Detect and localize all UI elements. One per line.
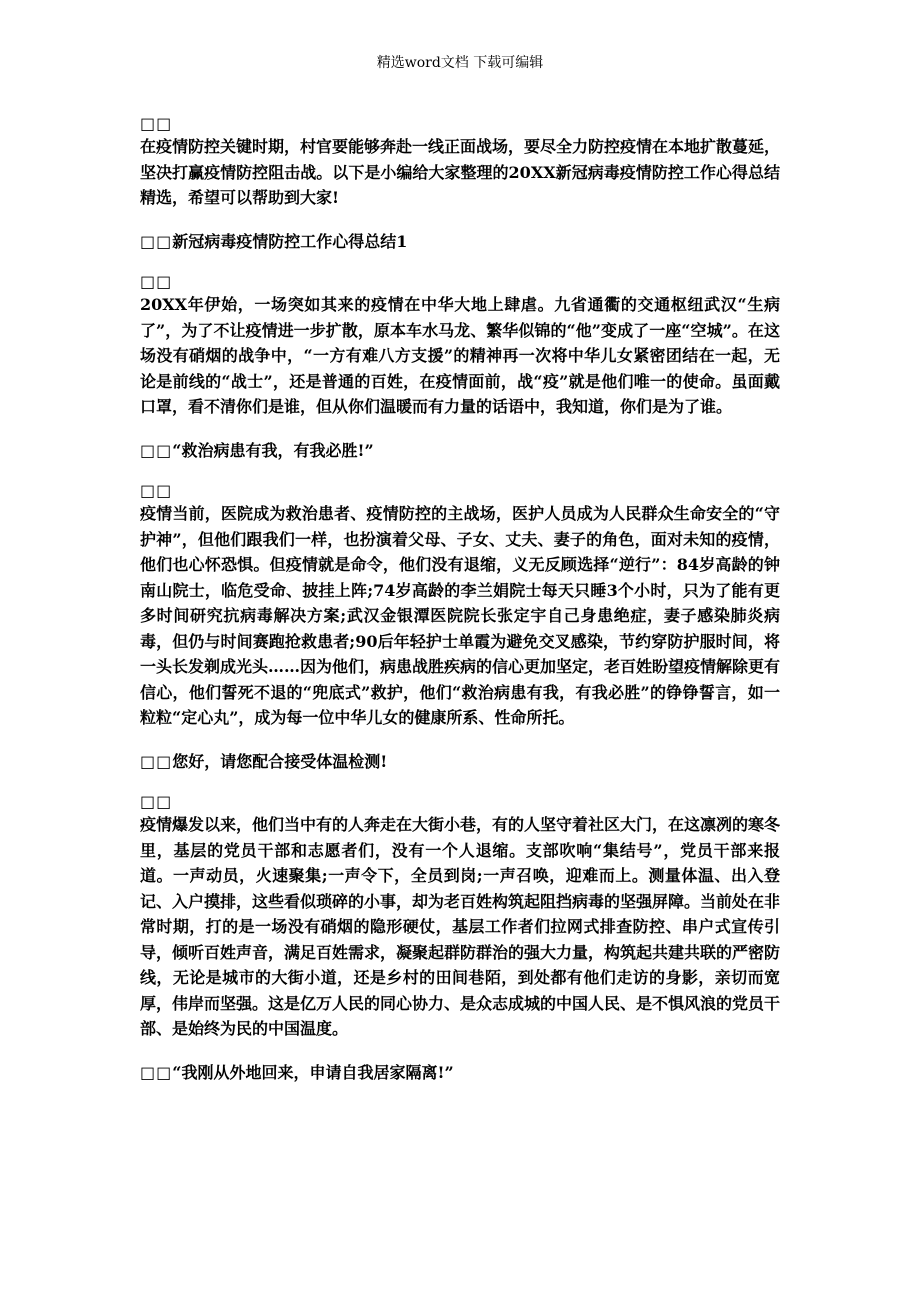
subheading-4 (140, 1060, 780, 1086)
box-marker: □□ (140, 272, 173, 291)
paragraph-1: 20XX年伊始，一场突如其来的疫情在中华大地上肆虐。九省通衢的交通枢纽武汉“生病了”，为了不让疫情进一步扩散，原本车水马龙、繁华似锦的“他”变成了一座“空城”。在这场没有硝烟的战争中，“一方有难八方支援”的精神再一次将中华儿女紧密团结在一起，无论是前线的“战士”，还是普通的百姓，在疫情面前，战“疫”就是他们唯一的使命。虽面戴口罩，看不清你们是谁，但从你们温暖而有力量的话语中，我知道，你们是为了谁。 (140, 295, 780, 416)
paragraph-2: 疫情当前，医院成为救治患者、疫情防控的主战场，医护人员成为人民群众生命安全的“守护神”，但他们跟我们一样，也扮演着父母、子女、丈夫、妻子的角色，面对未知的疫情，他们也心怀恐惧。但疫情就是命令，他们没有退缩，义无反顾选择“逆行”：84岁高龄的钟南山院士，临危受命、披挂上阵;74岁高龄的李兰娟院士每天只睡3个小时，只为了能有更多时间研究抗病毒解决方案;武汉金银潭医院院长张定宇自己身患绝症，妻子感染肺炎病毒，但仍与时间赛跑抢救患者;90后年轻护士单霞为避免交叉感染，节约穿防护服时间，将一头长发剃成光头……因为他们，病患战胜疾病的信心更加坚定，老百姓盼望疫情解除更有信心，他们誓死不退的“兜底式”救护，他们“救治病患有我，有我必胜”的铮铮誓言，如一粒粒“定心丸”，成为每一位中华儿女的健康所系、性命所托。 (140, 504, 781, 727)
intro-paragraph: 在疫情防控关键时期，村官要能够奔赴一线正面战场，要尽全力防控疫情在本地扩散蔓延，坚决打赢疫情防控阻击战。以下是小编给大家整理的20XX新冠病毒疫情防控工作心得总结精选，希望可以帮助到大家! (140, 137, 781, 207)
box-marker: □□ (140, 440, 173, 460)
box-marker: □□ (140, 481, 173, 500)
section-title (140, 229, 780, 255)
box-marker: □□ (140, 751, 173, 771)
section-title-text: 新冠病毒疫情防控工作心得总结1 (172, 231, 408, 251)
subheading-2 (140, 438, 780, 464)
subheading-3-text: 您好，请您配合接受体温检测! (172, 751, 388, 771)
paragraph-3: 疫情爆发以来，他们当中有的人奔走在大街小巷，有的人坚守着社区大门，在这凛冽的寒冬里，基层的党员干部和志愿者们，没有一个人退缩。支部吹响“集结号”，党员干部来报道。一声动员，火速聚集;一声令下，全员到岗;一声召唤，迎难而上。测量体温、出入登记、入户摸排，这些看似琐碎的小事，却为老百姓构筑起阻挡病毒的坚强屏障。当前处在非常时期，打的是一场没有硝烟的隐形硬仗，基层工作者们拉网式排查防控、串户式宣传引导，倾听百姓声音，满足百姓需求，凝聚起群防群治的强大力量，构筑起共建共联的严密防线，无论是城市的大街小道，还是乡村的田间巷陌，到处都有他们走访的身影，亲切而宽厚，伟岸而坚强。这是亿万人民的同心协力、是众志成城的中国人民、是不惧风浪的党员干部、是始终为民的中国温度。 (140, 815, 781, 1038)
page-header: 精选word文档 下载可编辑 (376, 55, 544, 71)
subheading-3 (140, 749, 780, 775)
box-marker: □□ (140, 114, 173, 133)
box-marker: □□ (140, 792, 173, 811)
subheading-2-text: “救治病患有我，有我必胜!” (172, 440, 374, 460)
box-marker: □□ (140, 1062, 173, 1082)
document-body (140, 114, 780, 1103)
subheading-4-text: “我刚从外地回来，申请自我居家隔离!” (172, 1062, 454, 1082)
box-marker: □□ (140, 231, 173, 251)
